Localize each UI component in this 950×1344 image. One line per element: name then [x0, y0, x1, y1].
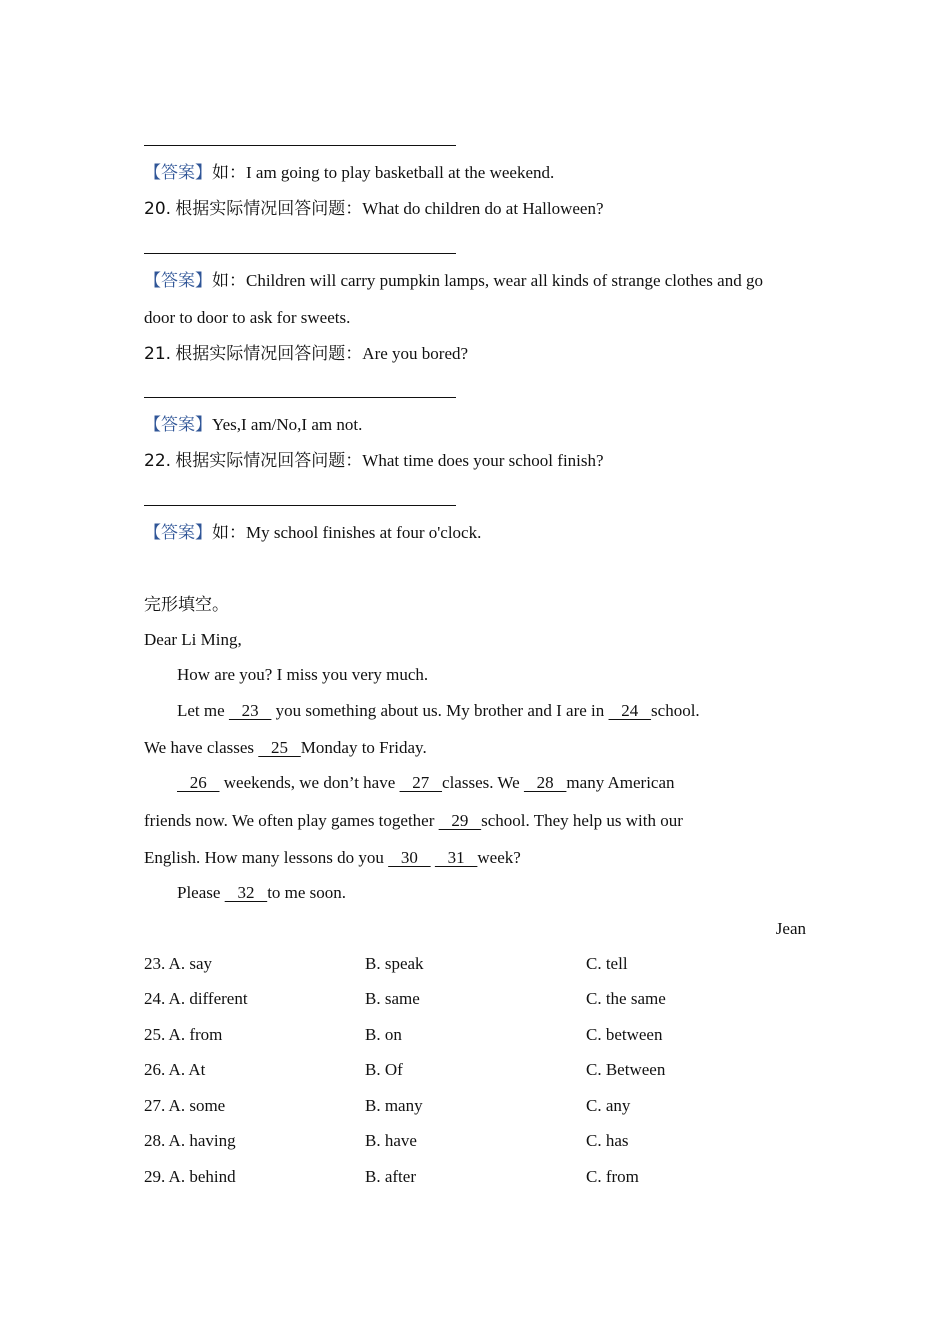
blank-31: 31 [434, 848, 478, 867]
letter-line [177, 700, 700, 722]
question-number: 21. [144, 344, 172, 364]
blank-25: 25 [258, 738, 301, 757]
text-segment: Let me [177, 701, 229, 720]
question-21 [144, 343, 468, 365]
question-22 [144, 450, 604, 472]
blank-30: 30 [388, 848, 431, 867]
text-segment: to me soon. [267, 883, 347, 902]
blank-29: 29 [438, 811, 482, 830]
text-segment: school. They help us with our [481, 811, 683, 830]
question-20 [144, 198, 604, 220]
blank-24: 24 [608, 701, 652, 720]
answer-line [144, 145, 456, 146]
text-segment: you something about us. My brother and I are in [271, 701, 609, 720]
option-question: 29. A. behind [144, 1167, 236, 1186]
option-question: 25. A. from [144, 1025, 223, 1044]
answer-text: Yes,I am/No,I am not. [212, 415, 363, 434]
answer-mark: 【答案】 [144, 415, 212, 434]
text-segment: English. How many lessons do you [144, 848, 389, 867]
answer-22 [144, 522, 481, 544]
option-c: C. from [586, 1167, 639, 1186]
option-question: 23. A. say [144, 954, 212, 973]
question-number: 22. [144, 451, 172, 471]
answer-line [144, 253, 456, 254]
text-segment: school. [651, 701, 700, 720]
option-b: B. Of [365, 1060, 403, 1079]
text-segment: Please [177, 883, 225, 902]
answer-mark: 【答案】 [144, 163, 212, 182]
option-b: B. speak [365, 954, 424, 973]
option-b: B. many [365, 1096, 423, 1115]
text-segment: classes. We [442, 773, 524, 792]
blank-23: 23 [228, 701, 272, 720]
question-number: 20. [144, 199, 172, 219]
answer-19 [144, 162, 554, 184]
answer-mark: 【答案】 [144, 271, 212, 290]
option-c: C. Between [586, 1060, 666, 1079]
text-segment: friends now. We often play games together [144, 811, 439, 830]
text-segment: Monday to Friday. [300, 738, 427, 757]
letter-line [144, 847, 521, 869]
option-c: C. has [586, 1131, 629, 1150]
option-question: 24. A. different [144, 989, 248, 1008]
option-b: B. have [365, 1131, 417, 1150]
answer-20 [144, 270, 763, 292]
letter-signature: Jean [775, 919, 806, 938]
option-c: C. tell [586, 954, 628, 973]
answer-text: 如：I am going to play basketball at the weekend. [212, 163, 555, 182]
answer-mark: 【答案】 [144, 523, 212, 542]
text-segment: We have classes [144, 738, 259, 757]
answer-21 [144, 414, 362, 436]
text-segment: week? [477, 848, 521, 867]
letter-line [144, 810, 683, 832]
answer-text: 如：Children will carry pumpkin lamps, wear all kinds of strange clothes and go [212, 271, 763, 290]
letter-line [144, 737, 427, 759]
blank-28: 28 [523, 773, 567, 792]
answer-20-cont: door to door to ask for sweets. [144, 308, 351, 327]
option-b: B. same [365, 989, 420, 1008]
question-prompt: 根据实际情况回答问题：What do children do at Halloween? [175, 199, 604, 218]
question-prompt: 根据实际情况回答问题：What time does your school finish? [175, 451, 604, 470]
cloze-title: 完形填空。 [144, 595, 229, 614]
blank-26: 26 [177, 773, 220, 792]
letter-paragraph: How are you? I miss you very much. [177, 665, 429, 684]
option-b: B. on [365, 1025, 402, 1044]
option-question: 26. A. At [144, 1060, 206, 1079]
letter-line [177, 772, 675, 794]
answer-line [144, 505, 456, 506]
blank-27: 27 [399, 773, 443, 792]
option-c: C. any [586, 1096, 631, 1115]
option-b: B. after [365, 1167, 416, 1186]
option-question: 27. A. some [144, 1096, 226, 1115]
text-segment: weekends, we don’t have [219, 773, 400, 792]
answer-line [144, 397, 456, 398]
blank-32: 32 [224, 883, 268, 902]
answer-text: 如：My school finishes at four o'clock. [212, 523, 482, 542]
option-c: C. between [586, 1025, 663, 1044]
option-c: C. the same [586, 989, 666, 1008]
letter-line [177, 882, 346, 904]
text-segment: many American [566, 773, 675, 792]
letter-greeting: Dear Li Ming, [144, 630, 242, 649]
option-question: 28. A. having [144, 1131, 236, 1150]
question-prompt: 根据实际情况回答问题：Are you bored? [175, 344, 469, 363]
